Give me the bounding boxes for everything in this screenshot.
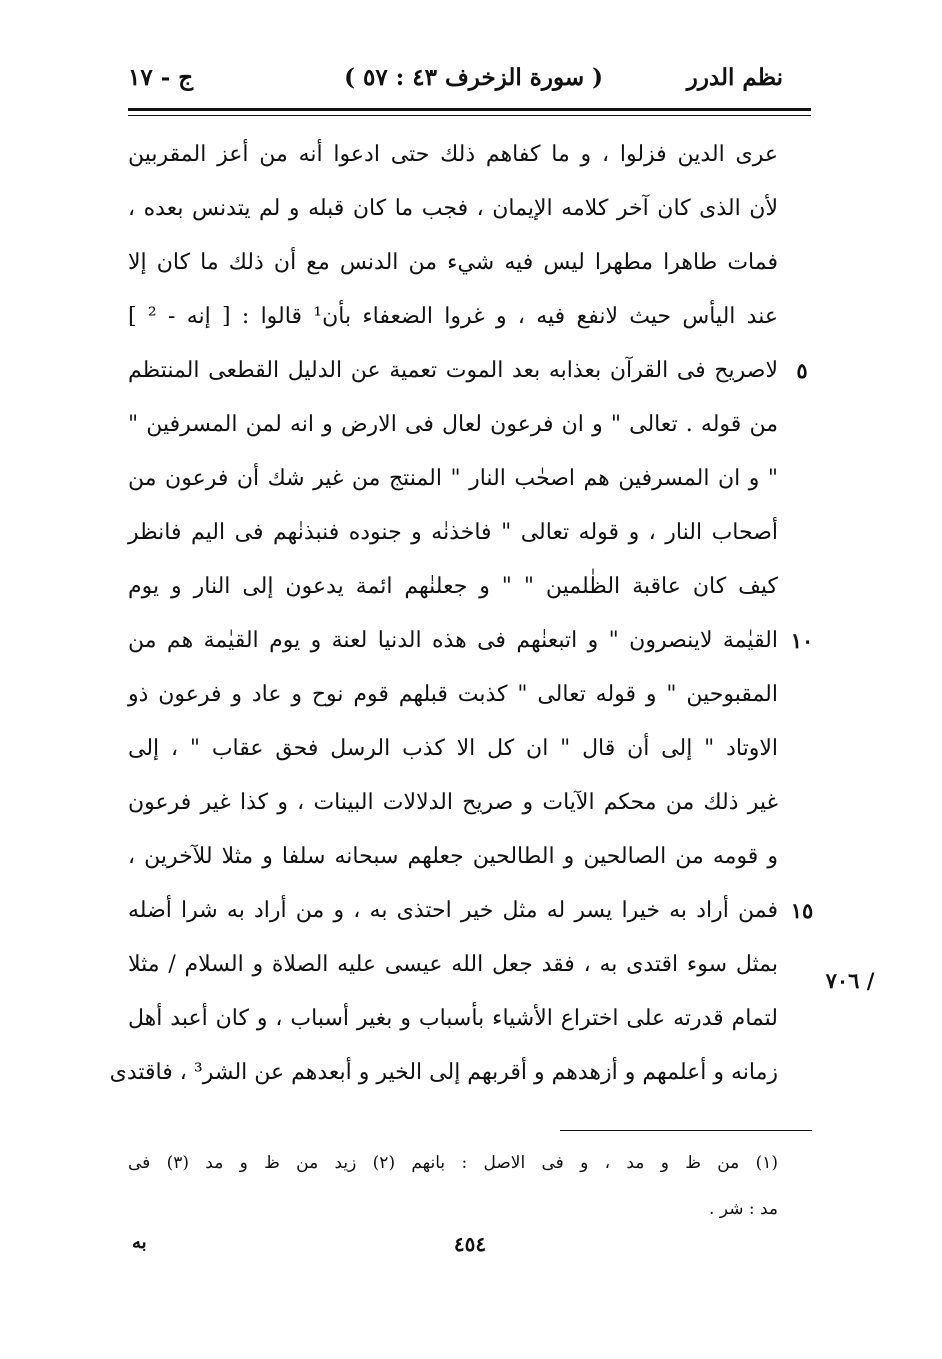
catchword: به — [132, 1232, 147, 1253]
text-line: لأن الذى كان آخر كلامه الإيمان ، فجب ما كان قبله و لم يتدنس بعده ، — [128, 196, 778, 221]
book-title: نظم الدرر — [686, 64, 783, 91]
footnote-line: (١) من ظ و مد ، و فى الاصل : بانهم (٢) زيد من ظ و مد (٣) فى — [128, 1153, 778, 1173]
text-line: أصحاب النار ، و قوله تعالى " فاخذنٰه و جنوده فنبذنٰهم فى اليم فانظر — [128, 520, 778, 545]
page-number: ٤٥٤ — [453, 1232, 487, 1256]
footnotes — [128, 1140, 778, 1232]
volume-number: ج - ١٧ — [128, 64, 194, 91]
running-header — [128, 58, 783, 102]
text-line: بمثل سوء اقتدى به ، فقد جعل الله عيسى عليه الصلاة و السلام / مثلا — [128, 952, 778, 977]
line-number-15: ١٥ — [790, 898, 814, 923]
header-rule-thin — [128, 115, 811, 116]
text-line: الاوتاد " إلى أن قال " ان كل الا كذب الرسل فحق عقاب " ، إلى — [128, 736, 778, 761]
footnote-line: مد : شر . — [709, 1199, 778, 1219]
text-line: غير ذلك من محكم الآيات و صريح الدلالات البينات ، و كذا غير فرعون — [128, 790, 778, 815]
text-line: لتمام قدرته على اختراع الأشياء بأسباب و بغير أسباب ، و كان أعبد أهل — [128, 1006, 778, 1031]
manuscript-folio-marker: ٧٠٦ / — [825, 968, 875, 993]
text-line: زمانه و أعلمهم و أزهدهم و أقربهم إلى الخير و أبعدهم عن الشر³ ، فاقتدى — [109, 1060, 778, 1085]
footnote-rule — [560, 1130, 812, 1131]
line-number-5: ٥ — [796, 358, 808, 383]
text-line: المقبوحين " و قوله تعالى " كذبت قبلهم قوم نوح و عاد و فرعون ذو — [128, 682, 778, 707]
text-line: عرى الدين فزلوا ، و ما كفاهم ذلك حتى ادعوا أنه من أعز المقربين — [128, 142, 778, 167]
main-text — [109, 128, 778, 1100]
surah-reference: ( سورة الزخرف ٤٣ : ٥٧ ) — [344, 64, 603, 91]
text-line: " و ان المسرفين هم اصحٰب النار " المنتج من غير شك أن فرعون من — [128, 466, 778, 491]
text-line: من قوله . تعالى " و ان فرعون لعال فى الارض و انه لمن المسرفين " — [128, 412, 778, 437]
text-line: فمات طاهرا مطهرا ليس فيه شيء من الدنس مع أن ذلك ما كان إلا — [128, 250, 778, 275]
text-line: القيٰمة لاينصرون " و اتبعنٰهم فى هذه الدنيا لعنة و يوم القيٰمة هم من — [128, 628, 778, 653]
text-line: كيف كان عاقبة الظٰلمين " " و جعلنٰهم ائمة يدعون إلى النار و يوم — [128, 574, 778, 599]
text-line: عند اليأس حيث لانفع فيه ، و غروا الضعفاء بأن¹ قالوا : [ إنه - ² ] — [128, 304, 778, 329]
line-number-10: ١٠ — [790, 628, 814, 653]
header-rule-thick — [128, 108, 811, 111]
text-line: لاصريح فى القرآن بعذابه بعد الموت تعمية عن الدليل القطعى المنتظم — [128, 358, 778, 383]
text-line: و قومه من الصالحين و الطالحين جعلهم سبحانه سلفا و مثلا للآخرين ، — [128, 844, 778, 869]
text-line: فمن أراد به خيرا يسر له مثل خير احتذى به ، و من أراد به شرا أضله — [128, 898, 778, 923]
